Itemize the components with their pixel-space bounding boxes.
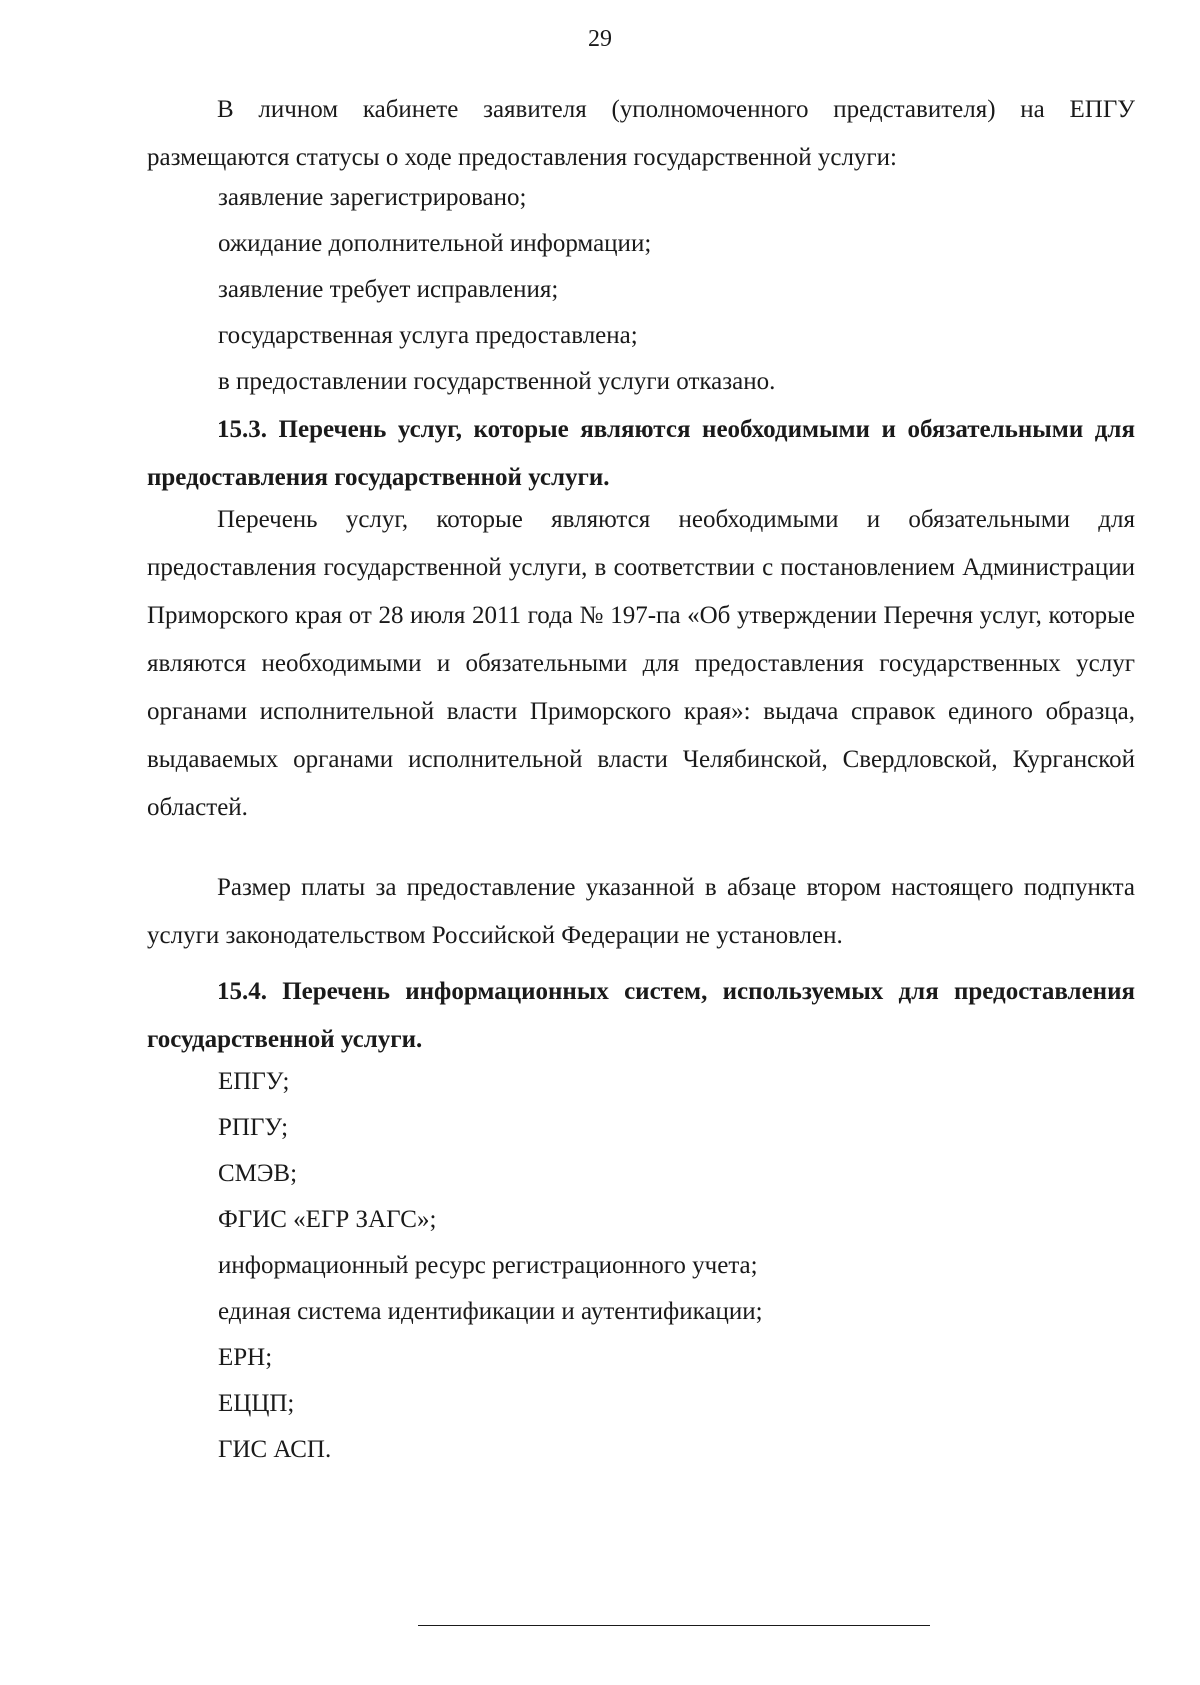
system-item: ЕПГУ; [218,1068,290,1095]
system-item: информационный ресурс регистрационного учета; [218,1252,758,1279]
status-item: заявление требует исправления; [218,276,559,303]
system-item: ГИС АСП. [218,1436,332,1463]
system-item: ЕЦЦП; [218,1390,295,1417]
system-item: РПГУ; [218,1114,289,1141]
system-item: единая система идентификации и аутентификации; [218,1298,763,1325]
end-divider [418,1625,930,1626]
section-15-3-paragraph-2: Размер платы за предоставление указанной в абзаце втором настоящего подпункта услуги законодательством Российской Федерации не установлен. [147,874,1135,949]
status-item: заявление зарегистрировано; [218,184,527,211]
status-item: государственная услуга предоставлена; [218,322,638,349]
page-number: 29 [588,26,612,52]
section-15-4-heading: 15.4. Перечень информационных систем, используемых для предоставления государственной услуги. [147,978,1135,1053]
intro-paragraph: В личном кабинете заявителя (уполномоченного представителя) на ЕПГУ размещаются статусы о ходе предоставления государственной услуги: [147,96,1135,171]
status-item: в предоставлении государственной услуги отказано. [218,368,776,395]
status-item: ожидание дополнительной информации; [218,230,652,257]
system-item: ФГИС «ЕГР ЗАГС»; [218,1206,437,1233]
section-15-3-heading: 15.3. Перечень услуг, которые являются необходимыми и обязательными для предоставления государственной услуги. [147,416,1135,491]
section-15-3-paragraph-1: Перечень услуг, которые являются необходимыми и обязательными для предоставления государственной услуги, в соответствии с постановлением Администрации Приморского края от 28 июля 2011 года № 197-па «Об утверждении Перечня услуг, которые являются необходимыми и обязательными для предоставления государственных услуг органами исполнительной власти Приморского края»: выдача справок единого образца, выдаваемых органами исполнительной власти Челябинской, Свердловской, Курганской областей. [147,506,1135,821]
system-item: СМЭВ; [218,1160,298,1187]
system-item: ЕРН; [218,1344,273,1371]
